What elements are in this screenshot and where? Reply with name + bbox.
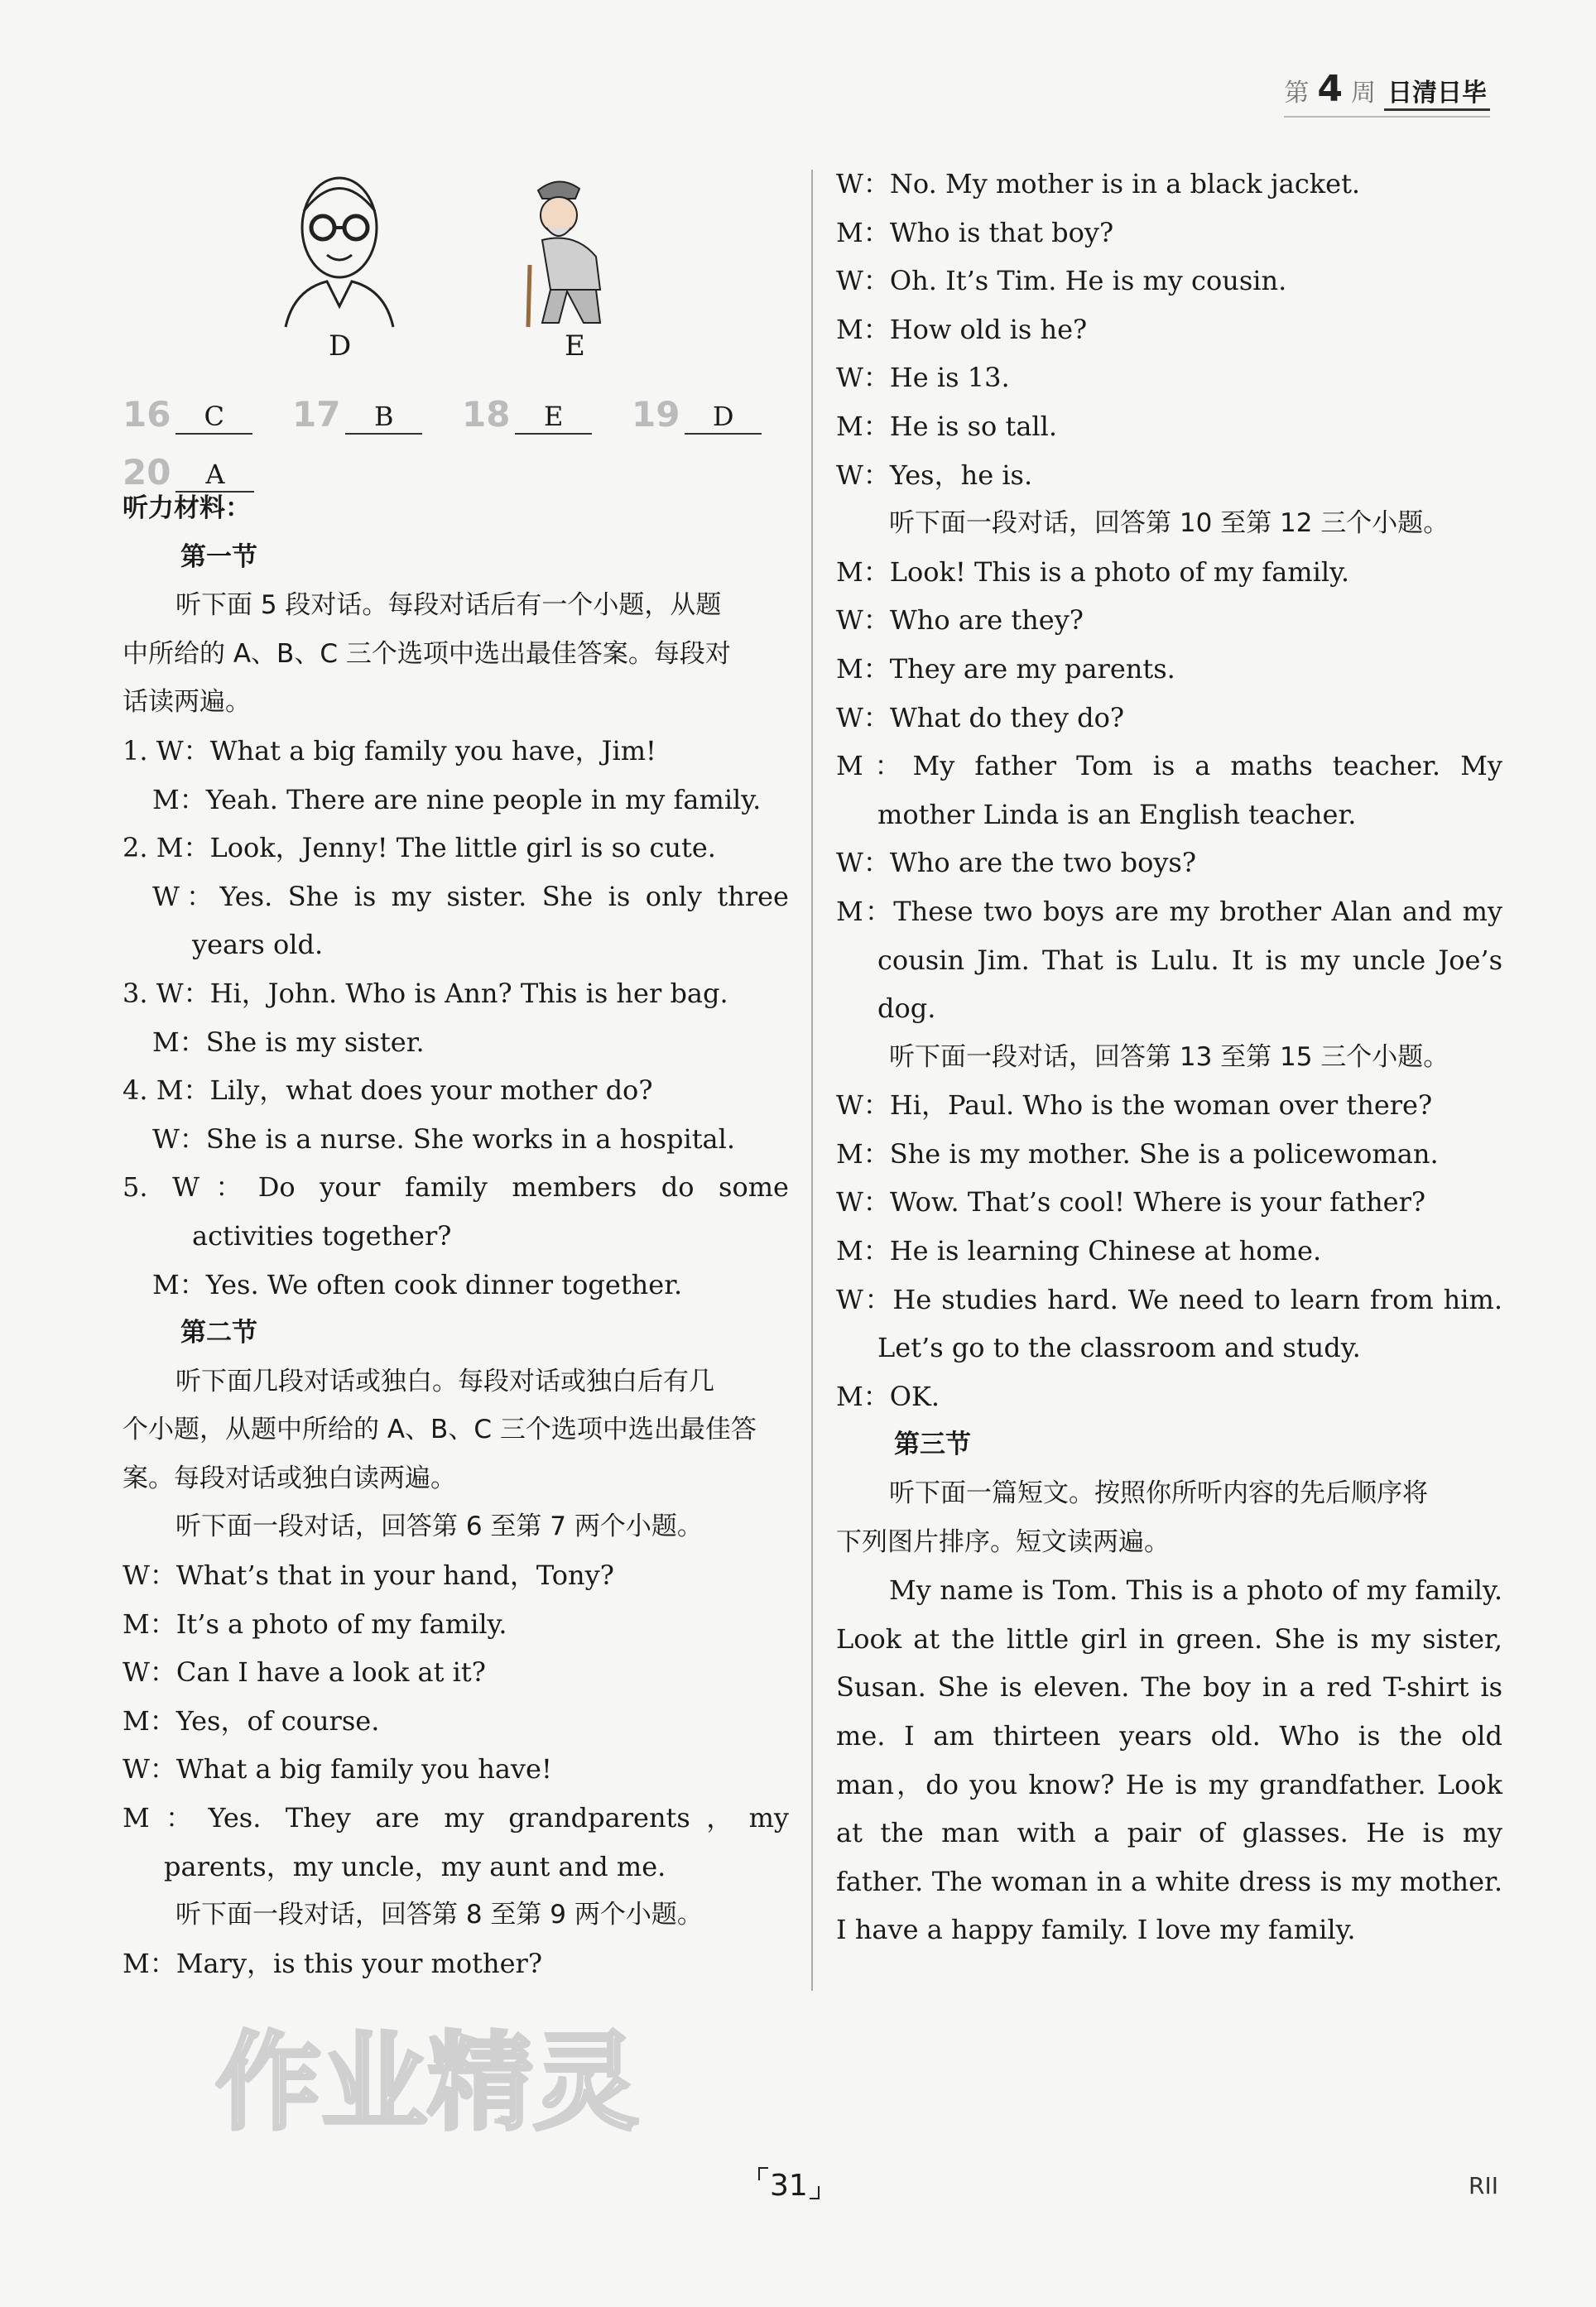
dialog-line: W：Wow. That’s cool! Where is your father? xyxy=(836,1186,1426,1218)
dialog-line: M：It’s a photo of my family. xyxy=(123,1608,507,1640)
right-column xyxy=(836,160,1502,1954)
dialog-line: W：What’s that in your hand，Tony? xyxy=(123,1560,614,1592)
dialog-line: 1. W：What a big family you have，Jim! xyxy=(123,734,656,767)
intro-3-line: 下列图片排序。短文读两遍。 xyxy=(836,1526,1170,1557)
dialog-line: M：OK. xyxy=(836,1380,940,1412)
dialog-line: W：Oh. It’s Tim. He is my cousin. xyxy=(836,265,1287,297)
old-man-with-cane-icon xyxy=(513,166,629,331)
question-number: 20 xyxy=(123,452,171,493)
dialog-line: W：He is 13. xyxy=(836,362,1010,394)
dialog-line: 5. W：Do your family members do some activities together? xyxy=(123,1171,789,1252)
dialog-line: M：He is learning Chinese at home. xyxy=(836,1235,1322,1267)
dialog-line: W：What a big family you have! xyxy=(123,1753,552,1786)
header-tag: 日清日毕 xyxy=(1384,72,1490,111)
dialog-line: W：No. My mother is in a black jacket. xyxy=(836,168,1361,199)
question-number: 16 xyxy=(123,394,171,435)
dialog-line: W：Yes，he is. xyxy=(836,459,1033,491)
sub-instruction: 听下面一段对话，回答第 6 至第 7 两个小题。 xyxy=(175,1512,703,1542)
intro-2-line: 听下面几段对话或独白。每段对话或独白后有几 xyxy=(175,1366,714,1396)
sub-instruction: 听下面一段对话，回答第 8 至第 9 两个小题。 xyxy=(175,1900,703,1930)
answer-blank: D xyxy=(685,400,762,435)
dialog-line: M：How old is he? xyxy=(836,313,1088,345)
answer-blank: A xyxy=(175,458,254,493)
intro-2-line: 个小题，从题中所给的 A、B、C 三个选项中选出最佳答 xyxy=(123,1415,757,1445)
answer-row-1 xyxy=(123,377,801,435)
dialog-line: M：She is my sister. xyxy=(152,1026,425,1058)
page-number: 31 xyxy=(770,2169,808,2203)
dialog-line: W：He studies hard. We need to learn from him. Let’s go to the classroom and study. xyxy=(836,1283,1502,1364)
dialog-line: M：These two boys are my brother Alan and my cousin Jim. That is Lulu. It is my uncle Joe’s dog. xyxy=(836,895,1502,1025)
dialog-line: M：Who is that boy? xyxy=(836,216,1114,248)
dialog-line: W：She is a nurse. She works in a hospital. xyxy=(152,1122,736,1155)
dialog-line: W：Yes. She is my sister. She is only three years old. xyxy=(152,880,789,961)
answer-blank: E xyxy=(515,400,592,435)
left-column xyxy=(123,484,789,1987)
answer-list xyxy=(123,377,801,493)
picture-label-e: E xyxy=(565,329,585,363)
intro-1-line: 话读两遍。 xyxy=(123,687,251,718)
week-suffix: 周 xyxy=(1351,79,1376,108)
passage-text: My name is Tom. This is a photo of my family. Look at the little girl in green. She is my sister, Susan. She is eleven. The boy in a red T-shirt is me. I am thirteen years old. Who is the old man，do you know? He is my grandfather. Look at the man with a pair of glasses. He is my father. The woman in a white dress is my mother. I have a happy family. I love my family. xyxy=(836,1574,1502,1946)
week-prefix: 第 xyxy=(1284,79,1310,108)
answer-blank: C xyxy=(175,400,252,435)
column-divider xyxy=(811,170,813,1991)
dialog-line: W：What do they do? xyxy=(836,701,1124,733)
section-2-title: 第二节 xyxy=(180,1318,257,1348)
picture-label-d: D xyxy=(329,329,352,363)
listening-heading: 听力材料： xyxy=(123,493,251,523)
answer-blank: B xyxy=(345,400,422,435)
dialog-line: M：She is my mother. She is a policewoman. xyxy=(836,1137,1439,1170)
dialog-line: M：Yes，of course. xyxy=(123,1704,380,1737)
dialog-line: M：Yes. We often cook dinner together. xyxy=(152,1268,683,1300)
intro-2-line: 案。每段对话或独白读两遍。 xyxy=(123,1463,456,1493)
dialog-line: 4. M：Lily，what does your mother do? xyxy=(123,1074,653,1107)
question-number: 19 xyxy=(632,394,680,435)
dialog-line: M：Yes. They are my grandparents，my parents，my uncle，my aunt and me. xyxy=(123,1802,789,1882)
dialog-line: 3. W：Hi，John. Who is Ann? This is her bag. xyxy=(123,977,728,1009)
sub-instruction: 听下面一段对话，回答第 13 至第 15 三个小题。 xyxy=(889,1041,1449,1072)
dialog-line: 2. M：Look，Jenny! The little girl is so cute. xyxy=(123,832,716,864)
question-number: 18 xyxy=(462,394,511,435)
dialog-line: M：They are my parents. xyxy=(836,652,1175,685)
page-code: RII xyxy=(1469,2172,1498,2199)
dialog-line: M：Look! This is a photo of my family. xyxy=(836,555,1350,588)
dialog-line: W：Who are the two boys? xyxy=(836,847,1196,879)
man-with-glasses-icon xyxy=(277,166,401,331)
section-3-title: 第三节 xyxy=(894,1430,971,1460)
dialog-line: M：My father Tom is a maths teacher. My mother Linda is an English teacher. xyxy=(836,750,1502,830)
intro-3-line: 听下面一篇短文。按照你所听内容的先后顺序将 xyxy=(889,1478,1428,1509)
watermark-logo xyxy=(215,2020,679,2144)
dialog-line: M：Yeah. There are nine people in my family. xyxy=(152,783,762,815)
intro-1-line: 听下面 5 段对话。每段对话后有一个小题，从题 xyxy=(175,590,722,621)
week-number: 4 xyxy=(1317,68,1343,110)
svg-text:作业精灵: 作业精灵 xyxy=(215,2021,640,2144)
section-1-title: 第一节 xyxy=(180,541,257,572)
dialog-line: W：Who are they? xyxy=(836,604,1084,637)
sub-instruction: 听下面一段对话，回答第 10 至第 12 三个小题。 xyxy=(889,508,1449,539)
header-rule xyxy=(1284,116,1490,118)
dialog-line: M：He is so tall. xyxy=(836,410,1058,442)
dialog-line: M：Mary，is this your mother? xyxy=(123,1947,543,1979)
intro-1-line: 中所给的 A、B、C 三个选项中选出最佳答案。每段对 xyxy=(123,638,731,669)
dialog-line: W：Can I have a look at it? xyxy=(123,1656,486,1689)
question-number: 17 xyxy=(292,394,341,435)
page-header xyxy=(1284,68,1490,111)
dialog-line: W：Hi，Paul. Who is the woman over there? xyxy=(836,1089,1433,1122)
